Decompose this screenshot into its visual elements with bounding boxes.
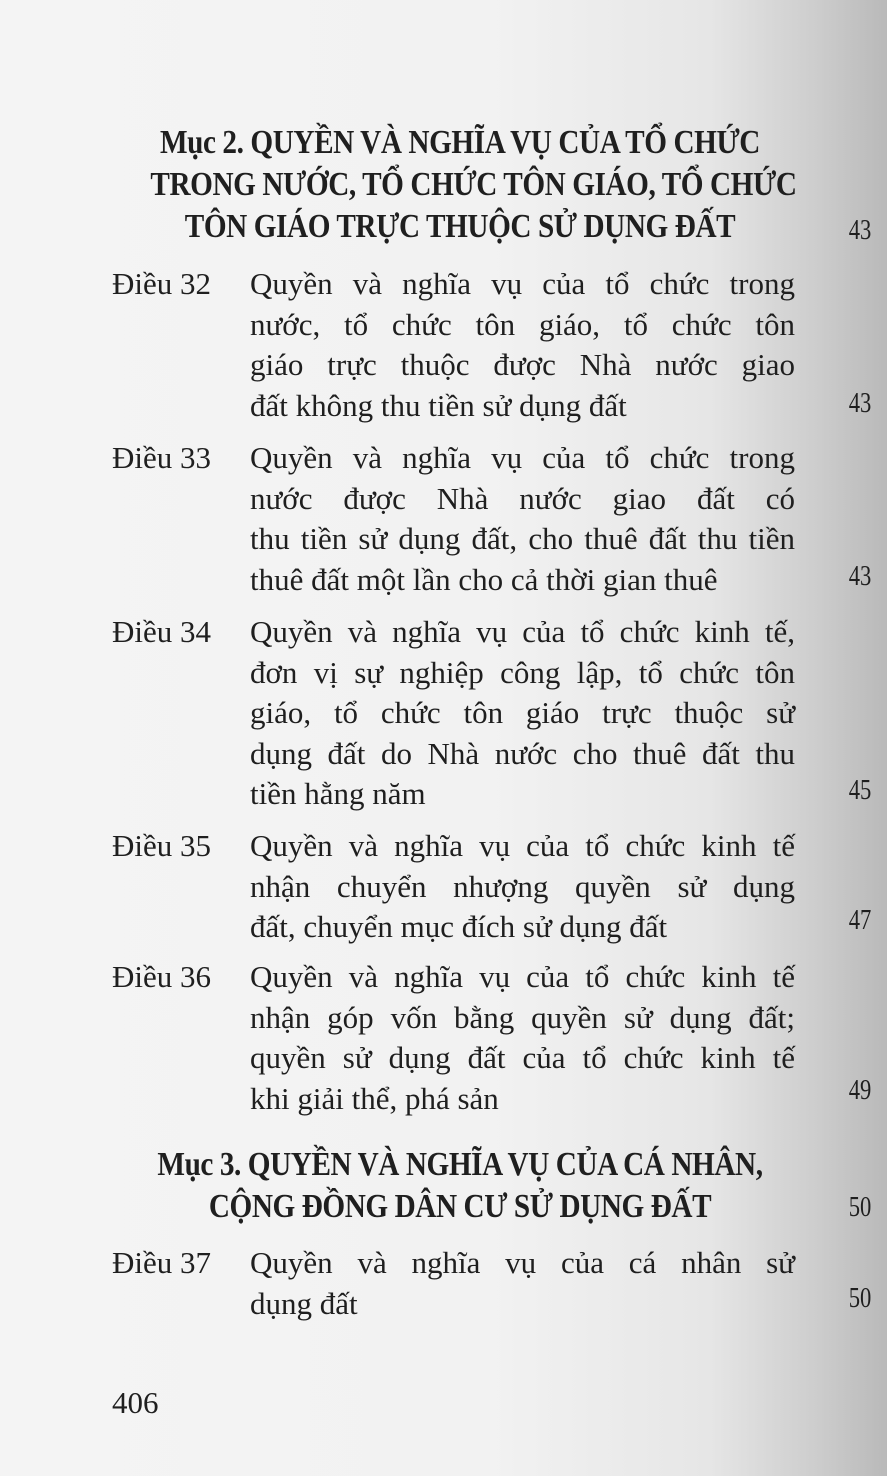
article-title-line: Quyền và nghĩa vụ của tổ chức kinh tế — [250, 828, 795, 863]
article-label: Điều 33 — [112, 440, 212, 475]
folio-page-number: 406 — [112, 1385, 159, 1420]
article-title-line: Quyền và nghĩa vụ của tổ chức kinh tế — [250, 959, 795, 994]
article-title-line: nhận chuyển nhượng quyền sử dụng — [250, 868, 795, 904]
article-title-line: thuê đất một lần cho cả thời gian thuê — [250, 561, 718, 597]
article-title — [250, 826, 795, 948]
section-page-number: 43 — [848, 214, 872, 246]
section-heading-line: TÔN GIÁO TRỰC THUỘC SỬ DỤNG ĐẤT — [184, 208, 736, 245]
article-title-line: giáo, tổ chức tôn giáo trực thuộc sử — [250, 695, 795, 730]
article-title-line: thu tiền sử dụng đất, cho thuê đất thu tiền — [250, 521, 795, 556]
article-title-line: Quyền và nghĩa vụ của tổ chức kinh tế, — [250, 614, 795, 649]
section-page-number: 50 — [848, 1191, 872, 1223]
article-title-line: nhận góp vốn bằng quyền sử dụng đất; — [250, 999, 795, 1035]
article-title-line: Quyền và nghĩa vụ của tổ chức trong — [250, 440, 795, 475]
article-title-line: đất, chuyển mục đích sử dụng đất — [250, 909, 668, 944]
article-title-line: giáo trực thuộc được Nhà nước giao — [250, 347, 795, 382]
section-heading-line: CỘNG ĐỒNG DÂN CƯ SỬ DỤNG ĐẤT — [208, 1188, 712, 1225]
article-title-line: dụng đất do Nhà nước cho thuê đất thu — [250, 735, 795, 771]
article-label: Điều 32 — [112, 266, 212, 301]
article-title-line: đất không thu tiền sử dụng đất — [250, 387, 627, 423]
section-heading-line: Mục 3. QUYỀN VÀ NGHĨA VỤ CỦA CÁ NHÂN, — [157, 1146, 763, 1183]
article-title — [250, 957, 795, 1119]
entry-page-number: 49 — [848, 1074, 872, 1106]
article-title-line: Quyền và nghĩa vụ của tổ chức trong — [250, 266, 795, 301]
article-title — [250, 264, 795, 426]
article-title-line: nước, tổ chức tôn giáo, tổ chức tôn — [250, 306, 795, 342]
entry-page-number: 45 — [848, 774, 872, 806]
section-heading-line: Mục 2. QUYỀN VÀ NGHĨA VỤ CỦA TỔ CHỨC — [160, 124, 760, 161]
section-heading-muc-2 — [150, 122, 797, 248]
article-label: Điều 36 — [112, 959, 212, 994]
article-label: Điều 35 — [112, 828, 212, 863]
entry-page-number: 43 — [848, 387, 872, 419]
article-title — [250, 438, 795, 600]
article-label: Điều 37 — [112, 1245, 212, 1280]
article-title-line: Quyền và nghĩa vụ của cá nhân sử — [250, 1245, 795, 1280]
entry-page-number: 47 — [848, 904, 872, 936]
article-title-line: đơn vị sự nghiệp công lập, tổ chức tôn — [250, 654, 795, 690]
section-heading-muc-3 — [150, 1144, 769, 1228]
article-title — [250, 612, 795, 815]
article-label: Điều 34 — [112, 614, 212, 649]
article-title-line: khi giải thể, phá sản — [250, 1080, 499, 1116]
entry-page-number: 50 — [848, 1282, 872, 1314]
entry-page-number: 43 — [848, 560, 872, 592]
article-title — [250, 1243, 795, 1324]
article-title-line: dụng đất — [250, 1285, 358, 1321]
article-title-line: nước được Nhà nước giao đất có — [250, 480, 795, 516]
article-title-line: tiền hằng năm — [250, 776, 426, 811]
section-heading-line: TRONG NƯỚC, TỔ CHỨC TÔN GIÁO, TỔ CHỨC — [150, 166, 797, 203]
article-title-line: quyền sử dụng đất của tổ chức kinh tế — [250, 1040, 795, 1075]
